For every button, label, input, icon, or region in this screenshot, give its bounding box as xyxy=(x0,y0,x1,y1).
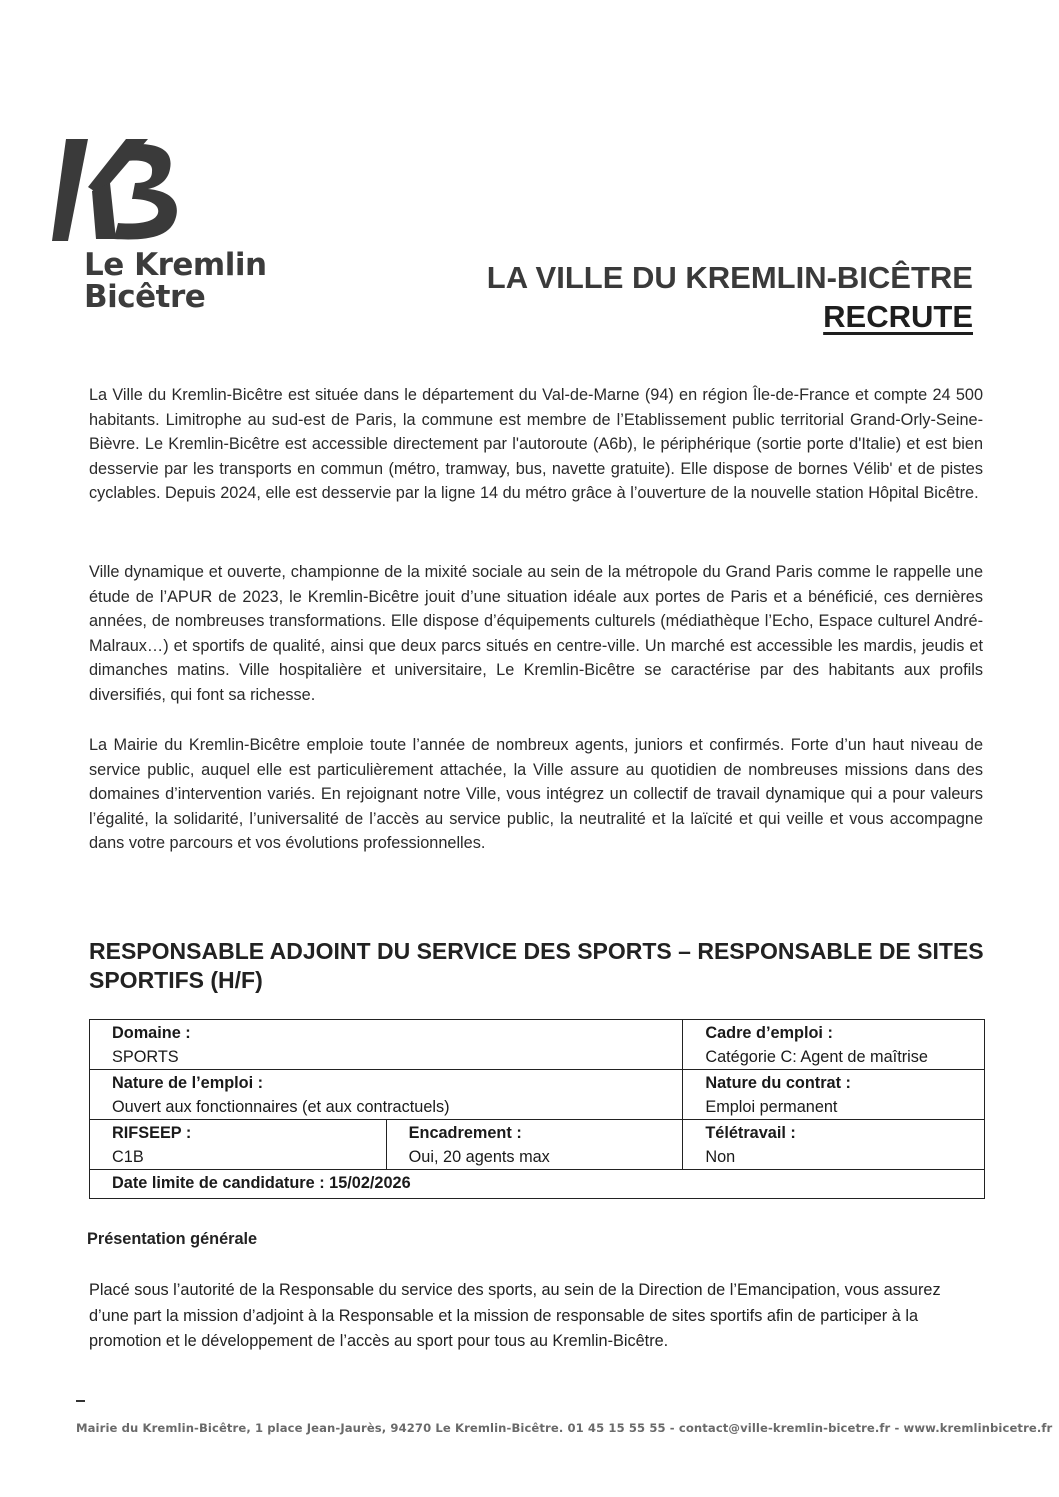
domaine-label: Domaine : xyxy=(112,1024,191,1042)
rifseep-label: RIFSEEP : xyxy=(112,1124,192,1142)
intro-paragraph-1 xyxy=(89,383,983,506)
teletravail-label: Télétravail : xyxy=(705,1124,796,1142)
date-limite-cell xyxy=(90,1170,985,1199)
nature-contrat-cell xyxy=(683,1070,985,1120)
domaine-cell xyxy=(90,1020,683,1070)
intro-text-1: La Ville du Kremlin-Bicêtre est située dans le département du Val-de-Marne (94) en région Île-de-France et compte 24 500 habitants. Limitrophe au sud-est de Paris, la commune est membre de l’Etablissement public territorial Grand-Orly-Seine-Bièvre. Le Kremlin-Bicêtre est accessible directement par l'autoroute (A6b), le périphérique (sortie porte d'Italie) et est bien desservie par les transports en commun (métro, tramway, bus, navette gratuite). Elle dispose de bornes Vélib' et de pistes cyclables. Depuis 2024, elle est desservie par la ligne 14 du métro grâce à l’ouverture de la nouvelle station Hôpital Bicêtre. xyxy=(89,386,983,502)
intro-text-2: Ville dynamique et ouverte, championne de la mixité sociale au sein de la métropole du Grand Paris comme le rappelle une étude de l’APUR de 2023, le Kremlin-Bicêtre jouit d’une situation idéale aux portes de Paris et a bénéficié, ces dernières années, de nombreuses transformations. Elle dispose d’équipements culturels (médiathèque l’Echo, Espace culturel André-Malraux…) et sportifs de qualité, ainsi que deux parcs situés en centre-ville. Un marché est accessible les mardis, jeudis et dimanches matins. Ville hospitalière et universitaire, Le Kremlin-Bicêtre se caractérise par des habitants aux profils diversifiés, qui font sa richesse. xyxy=(89,563,983,704)
nature-contrat-label: Nature du contrat : xyxy=(705,1074,851,1092)
city-logo xyxy=(52,135,282,313)
cadre-value: Catégorie C: Agent de maîtrise xyxy=(705,1048,928,1066)
nature-emploi-cell xyxy=(90,1070,683,1120)
rifseep-value: C1B xyxy=(112,1148,144,1166)
date-limite-label: Date limite de candidature : 15/02/2026 xyxy=(112,1174,411,1192)
encadrement-label: Encadrement : xyxy=(408,1124,522,1142)
cadre-cell xyxy=(683,1020,985,1070)
presentation-heading: Présentation générale xyxy=(87,1230,258,1248)
logo-line-1: Le Kremlin xyxy=(84,247,267,283)
encadrement-cell xyxy=(386,1120,683,1170)
recruitment-headline xyxy=(487,258,973,336)
headline-line-2: RECRUTE xyxy=(823,299,973,334)
cadre-label: Cadre d’emploi : xyxy=(705,1024,833,1042)
table-row xyxy=(90,1070,985,1120)
intro-paragraph-2 xyxy=(89,560,983,707)
footer-contact: Mairie du Kremlin-Bicêtre, 1 place Jean-Jaurès, 94270 Le Kremlin-Bicêtre. 01 45 15 55 55 - contact@ville-kremlin-bicetre.fr - www.kremlinbicetre.fr xyxy=(76,1421,1053,1435)
intro-text-3: La Mairie du Kremlin-Bicêtre emploie toute l’année de nombreux agents, juniors et confirmés. Forte d’un haut niveau de service public, auquel elle est particulièrement attachée, la Ville assure au quotidien de nombreuses missions dans des domaines d’intervention variés. En rejoignant notre Ville, vous intégrez un collectif de travail dynamique qui a pour valeurs l’égalité, la solidarité, l’universalité de l’accès au service public, la neutralité et la laïcité et qui veille et vous accompagne dans votre parcours et vos évolutions professionnelles. xyxy=(89,736,983,852)
kb-monogram-logo xyxy=(52,135,192,243)
job-title: RESPONSABLE ADJOINT DU SERVICE DES SPORTS – RESPONSABLE DE SITES SPORTIFS (H/F) xyxy=(89,938,984,993)
nature-emploi-label: Nature de l’emploi : xyxy=(112,1074,264,1092)
nature-emploi-value: Ouvert aux fonctionnaires (et aux contractuels) xyxy=(112,1098,450,1116)
table-row xyxy=(90,1020,985,1070)
teletravail-cell xyxy=(683,1120,985,1170)
rifseep-cell xyxy=(90,1120,387,1170)
domaine-value: SPORTS xyxy=(112,1048,179,1066)
table-row xyxy=(90,1170,985,1199)
encadrement-value: Oui, 20 agents max xyxy=(408,1148,550,1166)
teletravail-value: Non xyxy=(705,1148,736,1166)
presentation-text: Placé sous l’autorité de la Responsable du service des sports, au sein de la Direction de l’Emancipation, vous assurez d’une part la mission d’adjoint à la Responsable et la mission de responsable de sites sportifs afin de participer à la promotion et le développement de l’accès au sport pour tous au Kremlin-Bicêtre. xyxy=(89,1281,941,1350)
table-row xyxy=(90,1120,985,1170)
headline-line-1: LA VILLE DU KREMLIN-BICÊTRE xyxy=(486,260,973,295)
footer-divider xyxy=(76,1400,85,1402)
intro-paragraph-3 xyxy=(89,733,983,856)
logo-wordmark xyxy=(84,249,282,313)
logo-line-2: Bicêtre xyxy=(84,279,206,315)
nature-contrat-value: Emploi permanent xyxy=(705,1098,838,1116)
job-info-table xyxy=(89,1019,985,1199)
